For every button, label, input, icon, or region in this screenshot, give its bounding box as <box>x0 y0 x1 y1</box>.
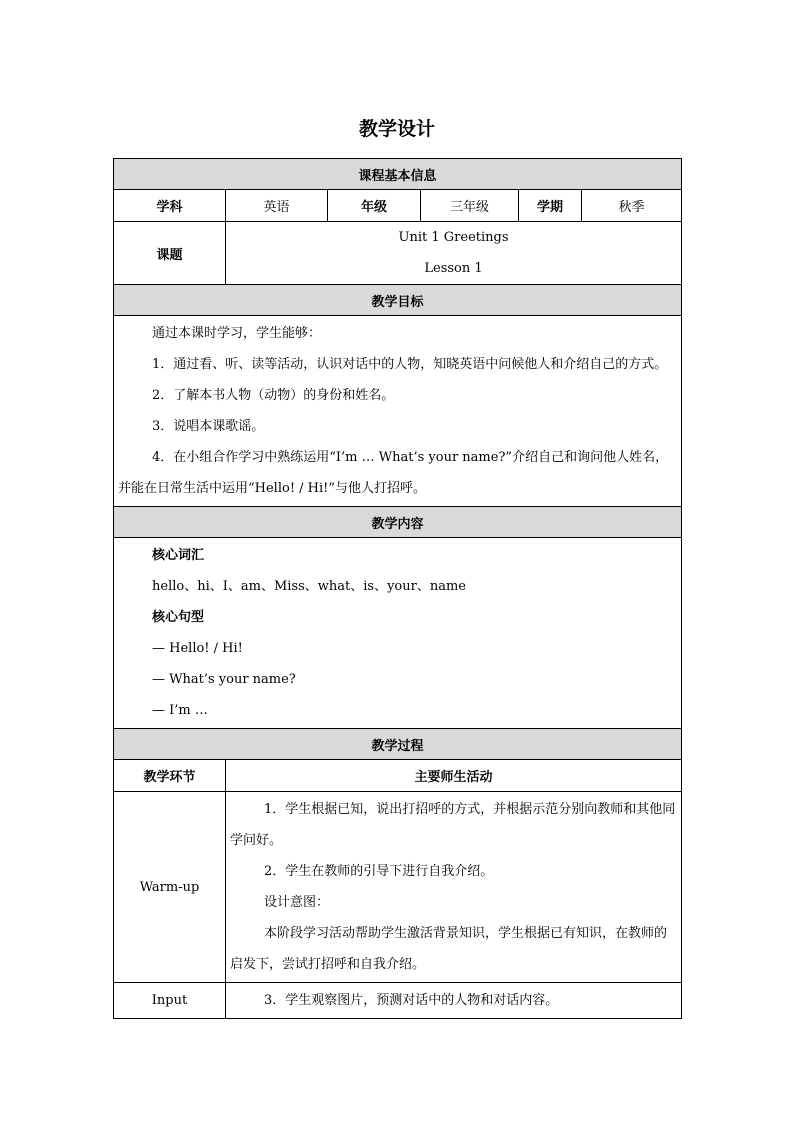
grade-value: 三年级 <box>421 190 519 222</box>
process-header: 教学过程 <box>114 729 682 760</box>
topic-unit: Unit 1 Greetings <box>398 230 509 245</box>
topic-lesson: Lesson 1 <box>424 261 483 276</box>
content-body <box>114 538 682 729</box>
vocab-label: 核心词汇 <box>152 548 205 563</box>
stage-column-header: 教学环节 <box>114 760 226 792</box>
page-title: 教学设计 <box>358 118 435 140</box>
term-label: 学期 <box>519 190 582 222</box>
input-line: 3．学生观察图片，预测对话中的人物和对话内容。 <box>264 993 559 1008</box>
warmup-line: 设计意图： <box>264 895 330 910</box>
warmup-line: 1．学生根据已知，说出打招呼的方式，并根据示范分别向教师和其他同学问好。 <box>230 802 676 848</box>
content-row <box>114 538 682 729</box>
basic-info-row <box>114 190 682 222</box>
objective-item: 4．在小组合作学习中熟练运用“I’m … What’s your name?”介绍自己和询问他人姓名，并能在日常生活中运用“Hello! / Hi!”与他人打招呼。 <box>118 450 669 496</box>
term-value: 秋季 <box>582 190 682 222</box>
basic-info-header-row <box>114 159 682 190</box>
activity-column-header: 主要师生活动 <box>226 760 682 792</box>
sentence-item: — What’s your name? <box>152 672 296 687</box>
topic-value <box>226 222 682 285</box>
input-row <box>114 983 682 1019</box>
warmup-line: 2．学生在教师的引导下进行自我介绍。 <box>264 864 494 879</box>
warmup-line: 本阶段学习活动帮助学生激活背景知识，学生根据已有知识，在教师的启发下，尝试打招呼和自我介绍。 <box>230 926 668 972</box>
objective-item: 3．说唱本课歌谣。 <box>152 419 265 434</box>
content-header-row <box>114 507 682 538</box>
input-activities <box>226 983 682 1019</box>
warmup-stage: Warm-up <box>114 792 226 983</box>
subject-label: 学科 <box>114 190 226 222</box>
subject-value: 英语 <box>226 190 328 222</box>
content-header: 教学内容 <box>114 507 682 538</box>
process-columns-row <box>114 760 682 792</box>
objectives-intro: 通过本课时学习，学生能够： <box>152 326 322 341</box>
sentence-item: — I’m … <box>152 703 208 718</box>
input-stage: Input <box>114 983 226 1019</box>
objective-item: 1．通过看、听、读等活动，认识对话中的人物，知晓英语中问候他人和介绍自己的方式。 <box>152 357 668 372</box>
objectives-row <box>114 316 682 507</box>
basic-info-header: 课程基本信息 <box>114 159 682 190</box>
objectives-body <box>114 316 682 507</box>
grade-label: 年级 <box>328 190 421 222</box>
sentence-item: — Hello! / Hi! <box>152 641 243 656</box>
warmup-activities <box>226 792 682 983</box>
sentence-label: 核心句型 <box>152 610 205 625</box>
process-header-row <box>114 729 682 760</box>
warmup-row <box>114 792 682 983</box>
topic-label: 课题 <box>114 222 226 285</box>
objectives-header: 教学目标 <box>114 285 682 316</box>
topic-row <box>114 222 682 285</box>
objective-item: 2．了解本书人物（动物）的身份和姓名。 <box>152 388 395 403</box>
lesson-plan-table <box>113 158 682 1019</box>
objectives-header-row <box>114 285 682 316</box>
vocab-list: hello、hi、I、am、Miss、what、is、your、name <box>152 579 466 594</box>
